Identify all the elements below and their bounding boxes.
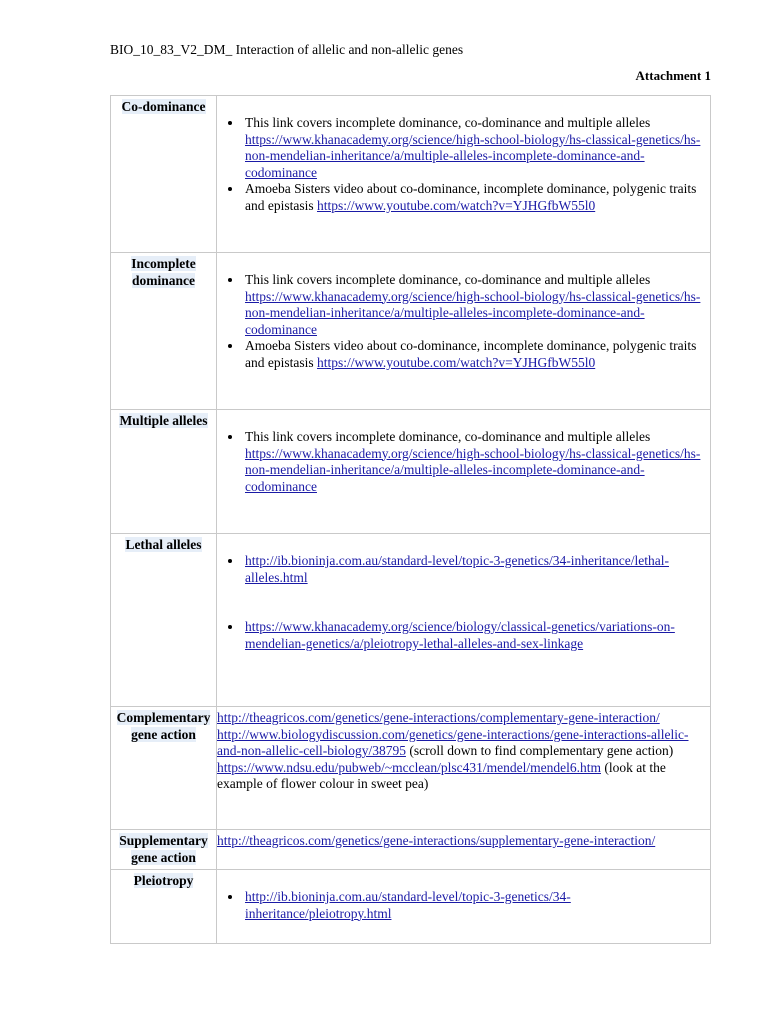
list-item: • Amoeba Sisters video about co-dominance, incomplete dominance, polygenic traits and epistasis https://www.youtube.com/watch?v=YJHGfbW55l0 [243, 338, 706, 371]
table-row [111, 410, 711, 534]
table-row [111, 253, 711, 410]
term-label: Incomplete dominance [131, 256, 196, 288]
document-title: BIO_10_83_V2_DM_ Interaction of allelic and non-allelic genes [110, 42, 464, 57]
resource-link[interactable]: https://www.youtube.com/watch?v=YJHGfbW55l0 [317, 354, 596, 370]
table-row [111, 534, 711, 707]
resource-link[interactable]: https://www.ndsu.edu/pubweb/~mcclean/plsc431/mendel/mendel6.htm [217, 759, 601, 775]
term-label: Lethal alleles [125, 537, 202, 552]
resource-line: https://www.ndsu.edu/pubweb/~mcclean/plsc431/mendel/mendel6.htm (look at the example of flower colour in sweet pea) [217, 759, 666, 792]
resource-line: http://www.biologydiscussion.com/genetics/gene-interactions/gene-interactions-allelic-and-non-allelic-cell-biology/38795 (scroll down to find complementary gene action) [217, 726, 689, 759]
resource-list [221, 429, 706, 495]
resource-list [221, 889, 706, 922]
table-row [111, 707, 711, 830]
attachment-label: Attachment 1 [635, 68, 711, 83]
resource-link[interactable]: http://ib.bioninja.com.au/standard-level/topic-3-genetics/34-inheritance/pleiotropy.html [245, 889, 571, 921]
list-item: • This link covers incomplete dominance, co-dominance and multiple alleles https://www.khanacademy.org/science/high-school-biology/hs-classical-genetics/hs-non-mendelian-inheritance/a/multiple-alleles-incomplete-dominance-and-codominance [243, 429, 706, 495]
resource-link[interactable]: http://ib.bioninja.com.au/standard-level/topic-3-genetics/34-inheritance/lethal-alleles.html [245, 553, 669, 585]
list-item [243, 619, 706, 652]
term-label: Supplementary gene action [119, 833, 208, 865]
term-label: Complementary gene action [116, 710, 211, 742]
table-row [111, 870, 711, 944]
resource-link[interactable]: https://www.khanacademy.org/science/biology/classical-genetics/variations-on-mendelian-genetics/a/pleiotropy-lethal-alleles-and-sex-linkage [245, 619, 675, 651]
resource-list [221, 619, 706, 652]
resource-link[interactable]: http://theagricos.com/genetics/gene-interactions/supplementary-gene-interaction/ [217, 833, 656, 848]
term-label: Co-dominance [121, 99, 206, 114]
resource-link[interactable]: http://www.biologydiscussion.com/genetics/gene-interactions/gene-interactions-allelic-and-non-allelic-cell-biology/38795 [217, 726, 689, 759]
resource-list [221, 553, 706, 586]
list-item: • Amoeba Sisters video about co-dominance, incomplete dominance, polygenic traits and epistasis https://www.youtube.com/watch?v=YJHGfbW55l0 [243, 181, 706, 214]
resource-list [221, 272, 706, 372]
resource-link[interactable]: https://www.khanacademy.org/science/high-school-biology/hs-classical-genetics/hs-non-mendelian-inheritance/a/multiple-alleles-incomplete-dominance-and-codominance [245, 445, 701, 494]
resource-line [217, 833, 706, 850]
resource-link[interactable]: http://theagricos.com/genetics/gene-interactions/complementary-gene-interaction/ [217, 710, 660, 725]
table-row [111, 830, 711, 870]
table-row [111, 96, 711, 253]
list-item [243, 553, 706, 586]
resource-link[interactable]: https://www.khanacademy.org/science/high-school-biology/hs-classical-genetics/hs-non-mendelian-inheritance/a/multiple-alleles-incomplete-dominance-and-codominance [245, 288, 701, 337]
resource-line [217, 710, 706, 727]
list-item: • This link covers incomplete dominance, co-dominance and multiple alleles https://www.khanacademy.org/science/high-school-biology/hs-classical-genetics/hs-non-mendelian-inheritance/a/multiple-alleles-incomplete-dominance-and-codominance [243, 272, 706, 338]
resource-link[interactable]: https://www.youtube.com/watch?v=YJHGfbW55l0 [317, 197, 596, 213]
resource-list [221, 115, 706, 215]
resource-link[interactable]: https://www.khanacademy.org/science/high-school-biology/hs-classical-genetics/hs-non-mendelian-inheritance/a/multiple-alleles-incomplete-dominance-and-codominance [245, 131, 701, 180]
term-label: Pleiotropy [133, 873, 194, 888]
list-item [243, 889, 706, 922]
list-item: • This link covers incomplete dominance, co-dominance and multiple alleles https://www.khanacademy.org/science/high-school-biology/hs-classical-genetics/hs-non-mendelian-inheritance/a/multiple-alleles-incomplete-dominance-and-codominance [243, 115, 706, 181]
genes-resource-table [110, 95, 711, 944]
term-label: Multiple alleles [119, 413, 208, 428]
